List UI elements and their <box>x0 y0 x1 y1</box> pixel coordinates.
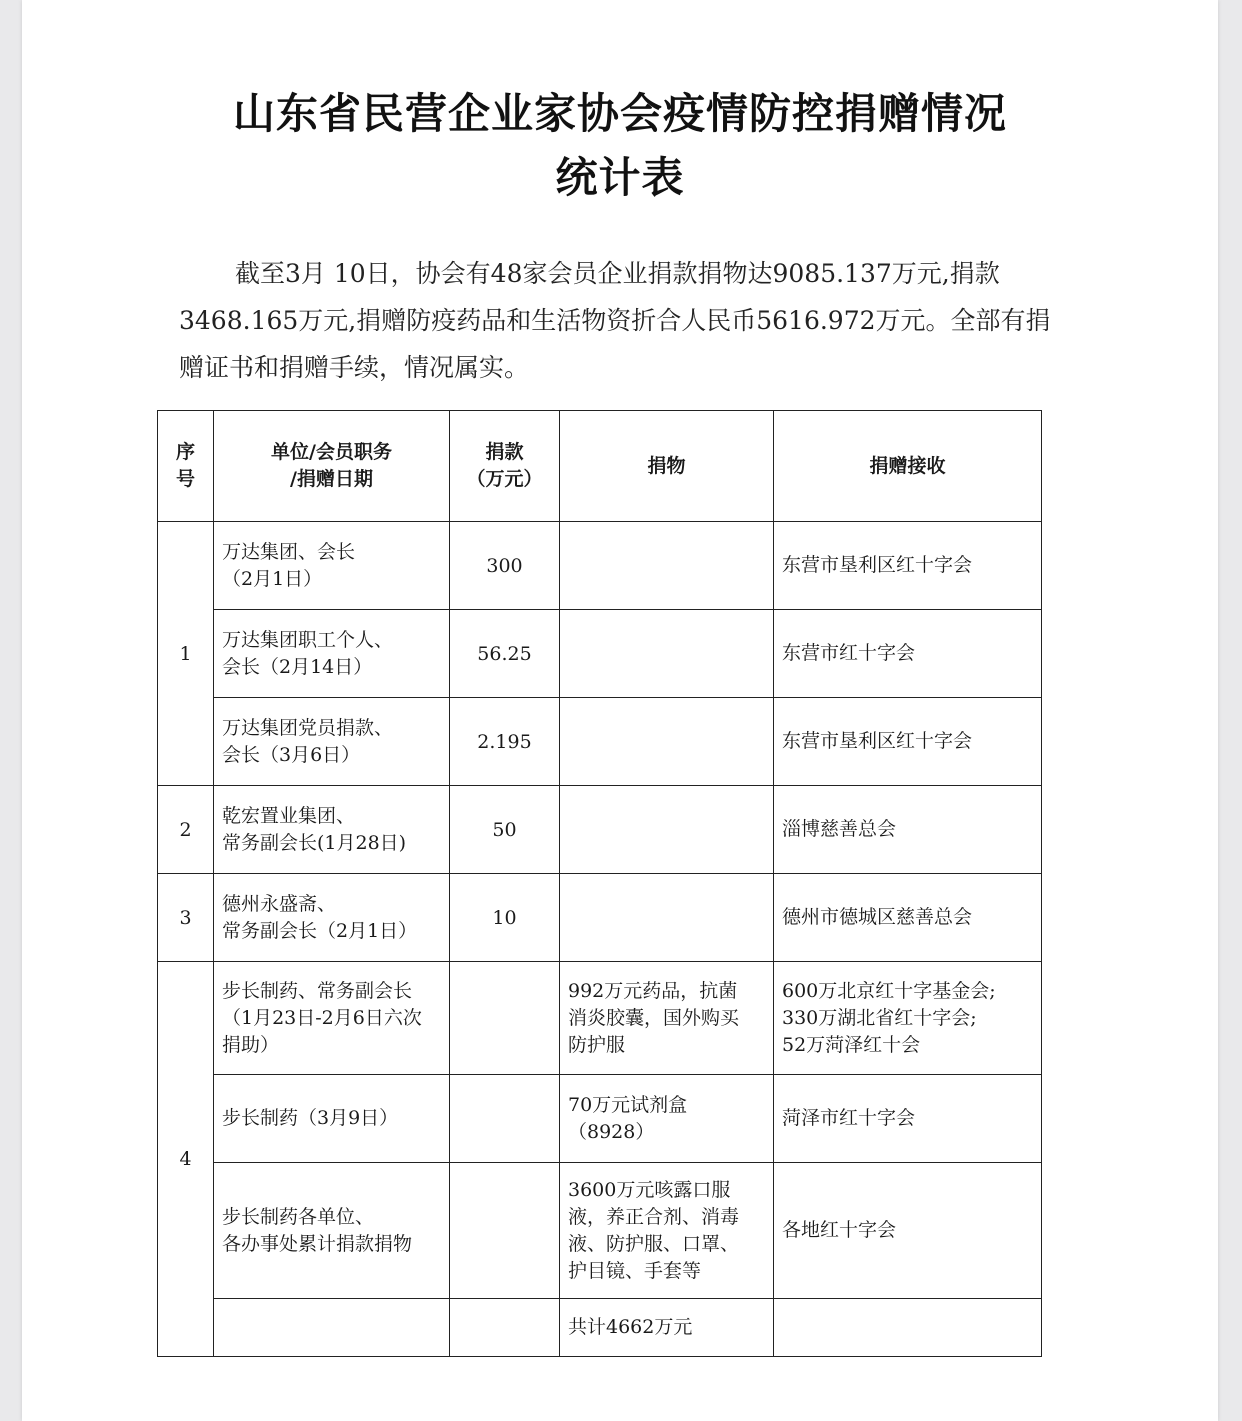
cell-unit: 步长制药各单位、 各办事处累计捐款捐物 <box>214 1163 450 1299</box>
cell-recipient: 东营市红十字会 <box>774 610 1042 698</box>
header-goods: 捐物 <box>560 411 774 522</box>
cell-amount: 56.25 <box>450 610 560 698</box>
header-seq: 序 号 <box>158 411 214 522</box>
table-row <box>158 610 1042 698</box>
cell-recipient: 德州市德城区慈善总会 <box>774 874 1042 962</box>
cell-amount: 10 <box>450 874 560 962</box>
cell-unit: 乾宏置业集团、 常务副会长(1月28日) <box>214 786 450 874</box>
cell-recipient <box>774 1299 1042 1357</box>
cell-amount: 50 <box>450 786 560 874</box>
cell-amount <box>450 962 560 1075</box>
cell-unit: 德州永盛斋、 常务副会长（2月1日） <box>214 874 450 962</box>
cell-amount <box>450 1299 560 1357</box>
cell-unit: 步长制药、常务副会长 （1月23日-2月6日六次 捐助） <box>214 962 450 1075</box>
cell-goods <box>560 610 774 698</box>
table-row <box>158 522 1042 610</box>
cell-goods <box>560 698 774 786</box>
intro-text: 截至3月 10日，协会有48家会员企业捐款捐物达9085.137万元,捐款3468.165万元,捐赠防疫药品和生活物资折合人民币5616.972万元。全部有捐赠证书和捐赠手续，情况属实。 <box>179 259 1051 382</box>
header-amount: 捐款 （万元） <box>450 411 560 522</box>
header-recipient: 捐赠接收 <box>774 411 1042 522</box>
title-line-2: 统计表 <box>555 153 685 202</box>
cell-goods: 3600万元咳露口服 液，养正合剂、消毒 液、防护服、口罩、 护目镜、手套等 <box>560 1163 774 1299</box>
table-row <box>158 786 1042 874</box>
table-row <box>158 962 1042 1075</box>
cell-amount <box>450 1075 560 1163</box>
table-row <box>158 1075 1042 1163</box>
header-unit: 单位/会员职务 /捐赠日期 <box>214 411 450 522</box>
cell-unit: 万达集团职工个人、 会长（2月14日） <box>214 610 450 698</box>
intro-paragraph <box>179 250 1063 391</box>
table-header-row <box>158 411 1042 522</box>
cell-recipient: 淄博慈善总会 <box>774 786 1042 874</box>
cell-recipient: 各地红十字会 <box>774 1163 1042 1299</box>
cell-unit <box>214 1299 450 1357</box>
cell-goods: 992万元药品，抗菌 消炎胶囊，国外购买 防护服 <box>560 962 774 1075</box>
cell-amount: 300 <box>450 522 560 610</box>
cell-recipient: 600万北京红十字基金会; 330万湖北省红十字会; 52万菏泽红十会 <box>774 962 1042 1075</box>
cell-amount <box>450 1163 560 1299</box>
cell-unit: 万达集团、会长 （2月1日） <box>214 522 450 610</box>
cell-unit: 万达集团党员捐款、 会长（3月6日） <box>214 698 450 786</box>
table-row <box>158 1163 1042 1299</box>
cell-goods <box>560 522 774 610</box>
table-row <box>158 698 1042 786</box>
cell-seq: 2 <box>158 786 214 874</box>
cell-goods <box>560 874 774 962</box>
cell-unit: 步长制药（3月9日） <box>214 1075 450 1163</box>
table-body <box>158 522 1042 1357</box>
cell-recipient: 菏泽市红十字会 <box>774 1075 1042 1163</box>
cell-seq: 4 <box>158 962 214 1357</box>
cell-goods: 70万元试剂盒 （8928） <box>560 1075 774 1163</box>
cell-seq: 1 <box>158 522 214 786</box>
cell-recipient: 东营市垦利区红十字会 <box>774 698 1042 786</box>
table-row <box>158 874 1042 962</box>
table-row <box>158 1299 1042 1357</box>
cell-goods: 共计4662万元 <box>560 1299 774 1357</box>
title-line-1: 山东省民营企业家协会疫情防控捐赠情况 <box>232 89 1007 138</box>
cell-amount: 2.195 <box>450 698 560 786</box>
cell-seq: 3 <box>158 874 214 962</box>
cell-goods <box>560 786 774 874</box>
cell-recipient: 东营市垦利区红十字会 <box>774 522 1042 610</box>
donation-table <box>157 410 1042 1357</box>
document-title <box>22 82 1218 210</box>
